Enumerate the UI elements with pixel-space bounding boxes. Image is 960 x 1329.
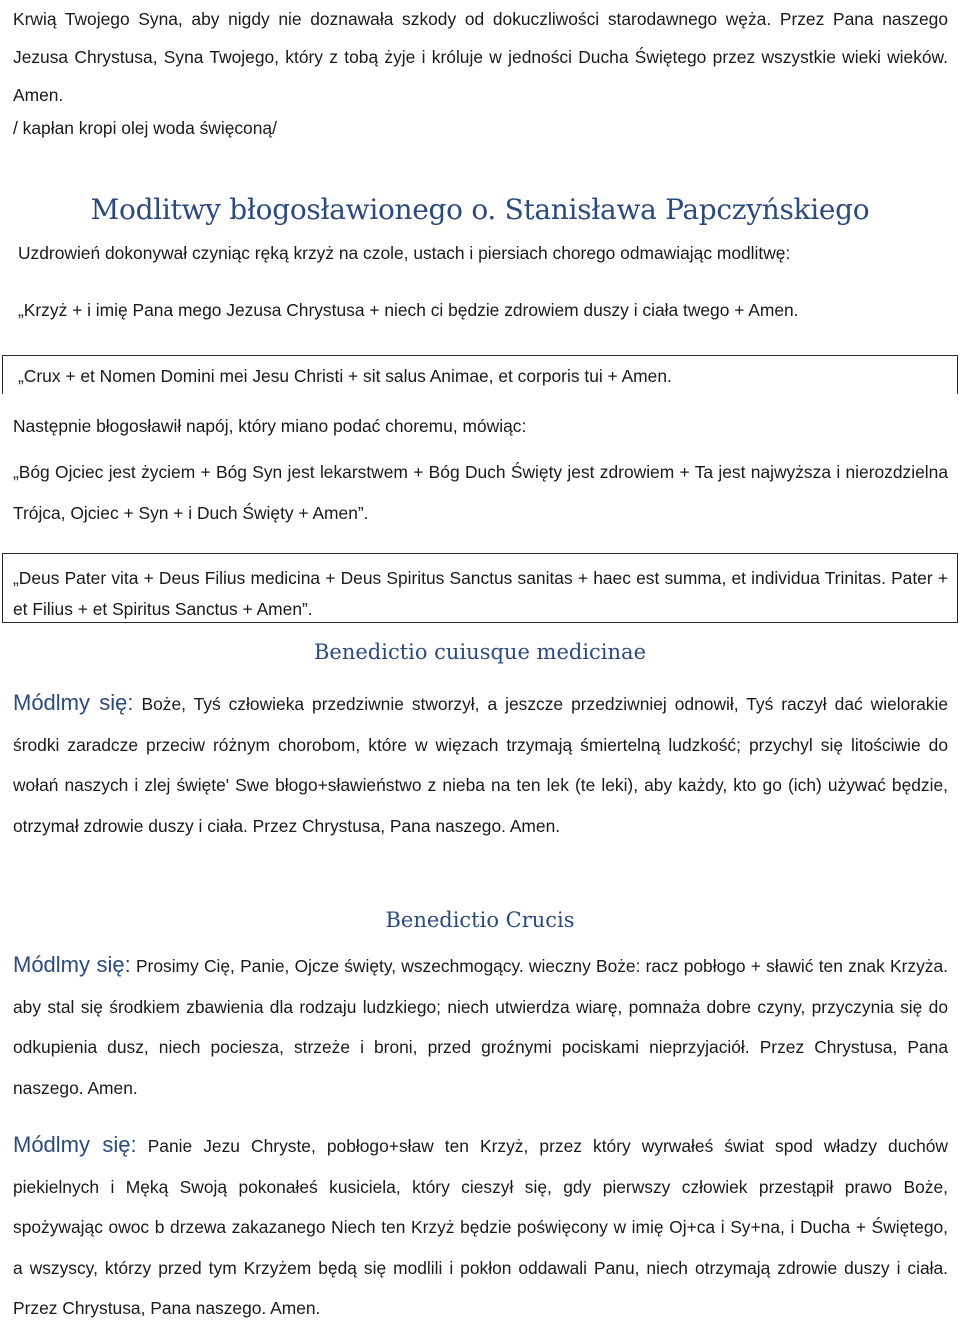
drink-intro: Następnie błogosławił napój, który miano podać choremu, mówiąc: [13, 416, 527, 436]
medicine-prayer: Boże, Tyś człowieka przedziwnie stworzył, a jeszcze przedziwniej odnowił, Tyś raczył dać wielorakie środki zaradcze przeciw różnym chorobom, które w więzach trzymają śmiertelną ludzkość; przychyl się litościwie do wołań naszych i zlej święte' Swe błogo+sławieństwo z nieba na ten lek (te leki), aby każdy, kto go (ich) używać będzie, otrzymał zdrowie duszy i ciała. Przez Chrystusa, Pana naszego. Amen. [13, 694, 948, 836]
cross-prayer-2: Panie Jezu Chryste, pobłogo+sław ten Krzyż, przez który wyrwałeś świat spod władzy duchów piekielnych i Męką Swoją pokonałeś kusiciela, który cieszył się, gdy pierwszy człowiek przestąpił prawo Boże, spożywając owoc b drzewa zakazanego Niech ten Krzyż będzie poświęcony w imię Oj+ca i Sy+na, i Ducha + Świętego, a wszyscy, którzy przed tym Krzyżem będą się modlili i pokłon oddawali Panu, niech otrzymają zdrowie duszy i ciała. Przez Chrystusa, Pana naszego. Amen. [13, 1136, 948, 1318]
cross-prayer-1-block [13, 945, 948, 1108]
cross-prayer-2-block [13, 1125, 948, 1329]
drink-prayer-latin: „Deus Pater vita + Deus Filius medicina + Deus Spiritus Sanctus sanitas + haec est summa, et individua Trinitas. Pater + et Filius + et Spiritus Sanctus + Amen”. [13, 568, 948, 619]
cross-prayer-1: Prosimy Cię, Panie, Ojcze święty, wszechmogący. wieczny Boże: racz pobłogo + sławić ten znak Krzyża. aby stal się środkiem zbawienia dla rodzaju ludzkiego; niech utwierdza wiarę, pomnaża dobre czyny, przyczynia się do odkupienia dusz, niech pociesza, strzeże i broni, przed groźnymi pociskami nieprzyjaciół. Przez Chrystusa, Pana naszego. Amen. [13, 956, 948, 1098]
prayer-latin: „Crux + et Nomen Domini mei Jesu Christi + sit salus Animae, et corporis tui + Amen. [18, 366, 672, 386]
medicine-prayer-block [13, 683, 948, 846]
intro-text: Uzdrowień dokonywał czyniąc ręką krzyż na czole, ustach i piersiach chorego odmawiając modlitwę: [18, 243, 791, 263]
drink-prayer-polish: „Bóg Ojciec jest życiem + Bóg Syn jest lekarstwem + Bóg Duch Święty jest zdrowiem + Ta jest najwyższa i nierozdzielna Trójca, Ojciec + Syn + i Duch Święty + Amen”. [13, 462, 948, 523]
heading-cross: Benedictio Crucis [385, 908, 575, 932]
heading-main: Modlitwy błogosławionego o. Stanisława Papczyńskiego [90, 193, 870, 226]
heading-medicine: Benedictio cuiusque medicinae [313, 640, 647, 664]
oremus-label: Módlmy się: [13, 1132, 137, 1157]
oremus-label: Módlmy się: [13, 952, 131, 977]
prayer-polish: „Krzyż + i imię Pana mego Jezusa Chrystusa + niech ci będzie zdrowiem duszy i ciała twego + Amen. [18, 300, 799, 320]
rubric-note: / kapłan kropi olej woda święconą/ [13, 118, 277, 138]
oremus-label: Módlmy się: [13, 690, 134, 715]
top-paragraph: Krwią Twojego Syna, aby nigdy nie doznawała szkody od dokuczliwości starodawnego węża. Przez Pana naszego Jezusa Chrystusa, Syna Twojego, który z tobą żyje i króluje w jedności Ducha Świętego przez wszystkie wieki wieków. Amen. [13, 9, 948, 105]
